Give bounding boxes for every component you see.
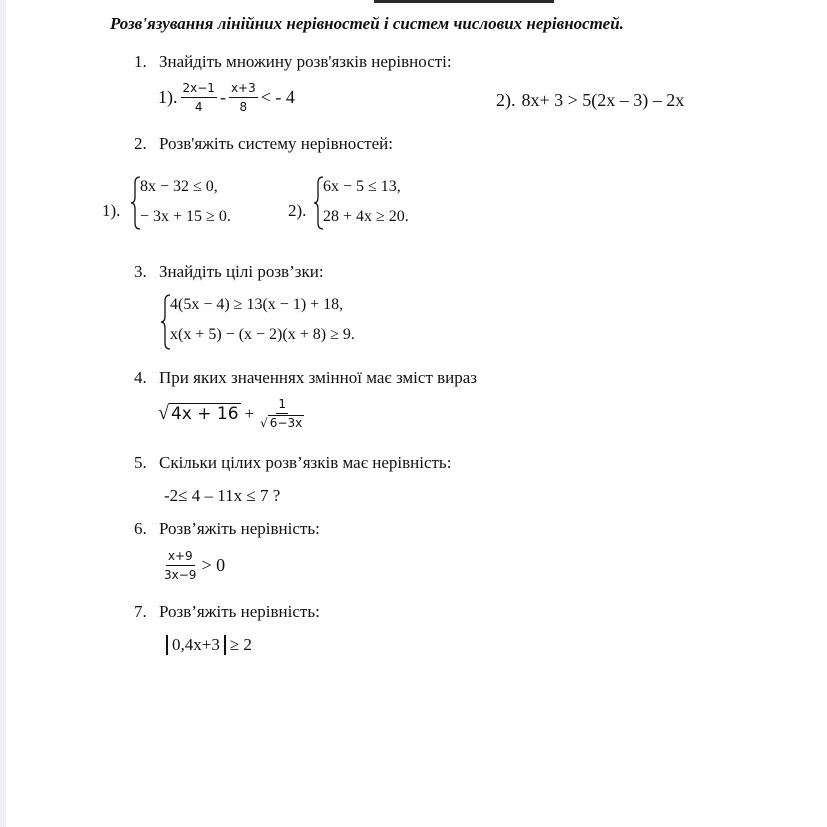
task-1b-expression <box>496 90 684 111</box>
plus-sign: + <box>244 403 255 423</box>
task-3-number: 3. <box>134 262 147 281</box>
task-7-number: 7. <box>134 602 147 621</box>
task-2-number: 2. <box>134 134 147 153</box>
absolute-value-bar-right <box>224 635 226 655</box>
task-2a-system <box>140 176 231 228</box>
task-1a-fraction-2 <box>229 82 258 113</box>
task-2b-system <box>323 176 409 228</box>
fraction-numerator: 1 <box>276 398 288 414</box>
fraction-denominator: 3x−9 <box>164 568 197 582</box>
task-6-fraction <box>162 550 198 581</box>
fraction-numerator: x+9 <box>166 550 195 566</box>
task-6-number: 6. <box>134 519 147 538</box>
absolute-value-content: 0,4x+3 <box>172 635 220 654</box>
square-root-1 <box>158 402 241 425</box>
task-6-text: Розв’яжіть нерівність: <box>159 519 320 538</box>
task-3-text: Знайдіть цілі розв’зки: <box>159 262 324 281</box>
task-4-text: При яких значеннях змінної має зміст вираз <box>159 368 478 387</box>
radical-sign-icon: √ <box>158 402 169 424</box>
system-line-1: 8x − 32 ≤ 0, <box>140 178 218 195</box>
task-7-expression <box>166 635 252 655</box>
system-line-1: 4(5x − 4) ≥ 13(x − 1) + 18, <box>170 296 344 313</box>
cropped-heading-fragment <box>374 0 554 3</box>
system-line-2: 28 + 4x ≥ 20. <box>323 208 409 225</box>
system-line-2: x(x + 5) − (x − 2)(x + 8) ≥ 9. <box>170 326 355 343</box>
task-1b-label: 2). <box>496 90 516 110</box>
document-page <box>6 0 827 827</box>
radicand: 4x + 16 <box>170 404 239 424</box>
task-1a-tail: < - 4 <box>260 87 295 107</box>
task-1b-inequality: 8x+ 3 > 5(2x – 3) – 2x <box>521 90 685 110</box>
task-1a-label: 1). <box>158 87 178 107</box>
task-4-expression <box>158 398 306 429</box>
task-2a-label: 1). <box>102 201 121 220</box>
fraction-denominator: 4 <box>194 100 203 114</box>
minus-sign: - <box>219 87 226 107</box>
task-2b-label: 2). <box>288 201 307 220</box>
task-1-text: Знайдіть множину розв'язків нерівності: <box>159 52 452 71</box>
task-4-fraction <box>258 398 306 429</box>
fraction-denominator: 8 <box>239 100 248 114</box>
radicand: 6−3x <box>269 416 303 430</box>
task-3-system <box>170 294 355 346</box>
page-title: Розв'язування лінійних нерівностей і систем числових нерівностей. <box>110 14 624 33</box>
task-5-expression: -2≤ 4 – 11x ≤ 7 ? <box>164 486 281 505</box>
task-6-expression <box>162 550 225 581</box>
task-4-number: 4. <box>134 368 147 387</box>
task-6-tail: > 0 <box>201 555 226 575</box>
task-5-text: Скільки цілих розв’язків має нерівність: <box>159 453 452 472</box>
task-1a-fraction-1 <box>181 82 217 113</box>
absolute-value-bar-left <box>166 635 168 655</box>
task-7-tail: ≥ 2 <box>229 635 252 654</box>
system-line-1: 6x − 5 ≤ 13, <box>323 178 401 195</box>
system-line-2: − 3x + 15 ≥ 0. <box>140 208 231 225</box>
task-5-number: 5. <box>134 453 147 472</box>
task-1a-expression <box>158 82 295 113</box>
task-7-text: Розв’яжіть нерівність: <box>159 602 320 621</box>
task-2-text: Розв'яжіть систему нерівностей: <box>159 134 393 153</box>
fraction-numerator: x+3 <box>229 82 258 98</box>
task-1-number: 1. <box>134 52 147 71</box>
fraction-numerator: 2x−1 <box>181 82 217 98</box>
fraction-denominator <box>258 414 306 429</box>
radical-sign-icon: √ <box>260 416 268 430</box>
